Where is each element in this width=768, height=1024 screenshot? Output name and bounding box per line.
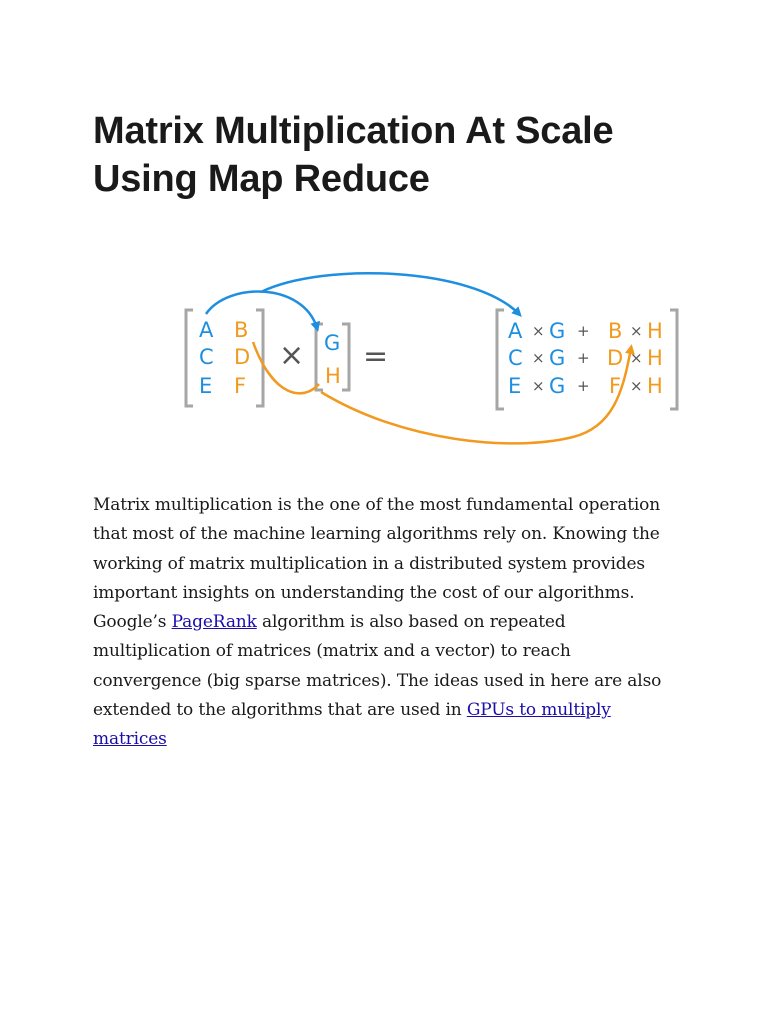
vector-entry: H — [325, 364, 341, 388]
plus-symbol: + — [577, 377, 590, 395]
result-entry: G — [549, 346, 566, 370]
vector-entry: G — [324, 331, 341, 355]
result-entry: H — [647, 319, 663, 343]
left-matrix-brackets — [186, 310, 263, 406]
result-matrix — [508, 319, 663, 398]
matrix-entry: F — [234, 374, 247, 398]
matrix-entry: A — [199, 318, 214, 342]
result-entry: E — [508, 374, 522, 398]
page-title: Matrix Multiplication At Scale Using Map Reduce — [93, 110, 614, 200]
matrix-multiplication-diagram — [173, 262, 663, 452]
matrix-entry: B — [234, 318, 249, 342]
result-row — [508, 346, 663, 370]
matrix-entry: C — [199, 345, 214, 369]
result-entry: H — [647, 374, 663, 398]
matrix-entry: E — [199, 374, 213, 398]
paragraph-text: algorithm is also based on repeated multiplication of matrices (matrix and a vector) to reach convergence (big sparse matrices). The ideas used in here are also extended to the algorithms that are used in — [93, 612, 662, 721]
result-entry: F — [609, 374, 622, 398]
result-entry: G — [549, 374, 566, 398]
result-entry: C — [508, 346, 523, 370]
blue-arrow-to-result — [261, 273, 519, 314]
small-times: × — [630, 377, 643, 395]
small-times: × — [630, 322, 643, 340]
result-entry: H — [647, 346, 663, 370]
plus-symbol: + — [577, 349, 590, 367]
small-times: × — [532, 377, 545, 395]
result-entry: A — [508, 319, 523, 343]
result-entry: B — [608, 319, 623, 343]
pagerank-link[interactable]: PageRank — [171, 612, 257, 633]
equals-symbol: = — [363, 339, 389, 374]
left-matrix — [199, 318, 250, 398]
plus-symbol: + — [577, 322, 590, 340]
diagram-svg — [173, 262, 663, 452]
article-paragraph — [93, 491, 678, 755]
small-times: × — [630, 349, 643, 367]
vector — [324, 331, 341, 388]
result-row — [508, 319, 663, 343]
small-times: × — [532, 322, 545, 340]
result-row — [508, 374, 663, 398]
small-times: × — [532, 349, 545, 367]
gpu-matrices-link[interactable]: GPUs to multiply matrices — [93, 700, 611, 750]
times-symbol: × — [279, 338, 305, 373]
result-entry: D — [607, 346, 624, 370]
result-entry: G — [549, 319, 566, 343]
paragraph-text: Matrix multiplication is the one of the most fundamental operation that most of the machine learning algorithms rely on. Knowing the working of matrix multiplication in a distributed system provides important insights on understanding the cost of our algorithms. Google’s — [93, 495, 661, 633]
matrix-entry: D — [234, 345, 251, 369]
